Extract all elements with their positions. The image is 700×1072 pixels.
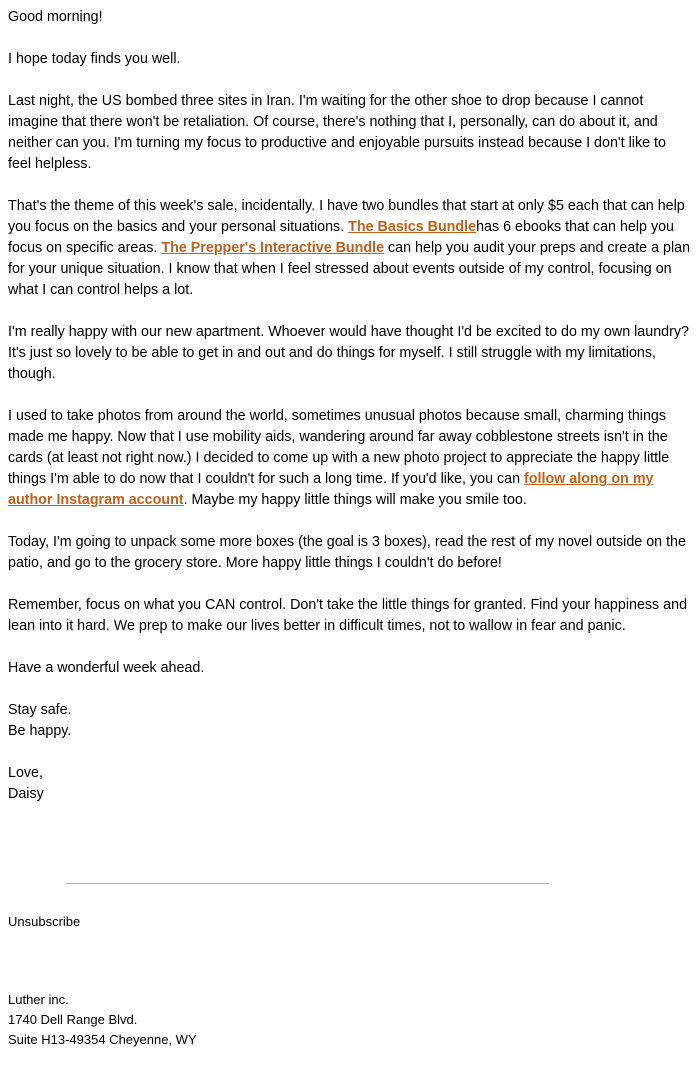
paragraph-5-text-2: . Maybe my happy little things will make you smile too. — [183, 492, 527, 508]
unsubscribe-link[interactable]: Unsubscribe — [8, 914, 81, 929]
address-line-2: Suite H13-49354 Cheyenne, WY — [8, 1032, 197, 1047]
paragraph-3-text-1: That's the theme of this week's sale, incidentally. I have two bundles that start at only $5 each that can help you focus on the basics and your personal situations. — [8, 198, 685, 235]
paragraph-2: Last night, the US bombed three sites in Iran. I'm waiting for the other shoe to drop because I cannot imagine that there won't be retaliation. Of course, there's nothing that I, personally, can do about it, and neither can you. I'm turning my focus to productive and enjoyable pursuits instead because I don't like to feel helpless. — [8, 93, 666, 172]
footer-divider — [66, 883, 549, 884]
footer-address — [8, 990, 197, 1050]
email-body — [8, 7, 692, 826]
address-line-1: 1740 Dell Range Blvd. — [8, 1012, 138, 1027]
preppers-interactive-bundle-link[interactable]: The Prepper's Interactive Bundle — [161, 240, 385, 256]
paragraph-5 — [8, 406, 692, 511]
paragraph-1: I hope today finds you well. — [8, 51, 181, 67]
signoff-line-2: Be happy. — [8, 723, 72, 739]
company-name: Luther inc. — [8, 992, 69, 1007]
closing-line: Love, — [8, 765, 43, 781]
paragraph-8: Have a wonderful week ahead. — [8, 660, 205, 676]
closing — [8, 763, 692, 805]
paragraph-3 — [8, 196, 692, 301]
paragraph-6: Today, I'm going to unpack some more boxes (the goal is 3 boxes), read the rest of my novel outside on the patio, and go to the grocery store. More happy little things I couldn't do before! — [8, 534, 686, 571]
paragraph-3-text-3: can help you audit your preps and create a plan for your unique situation. I know that when I feel stressed about events outside of my control, focusing on what I can control helps a lot. — [8, 240, 691, 298]
paragraph-3-text-2: has 6 ebooks that can help you focus on specific areas. — [8, 219, 674, 256]
paragraph-7: Remember, focus on what you CAN control. Don't take the little things for granted. Find your happiness and lean into it hard. We prep to make our lives better in difficult times, not to wallow in fear and panic. — [8, 597, 688, 634]
instagram-account-link[interactable]: follow along on my author Instagram account — [8, 471, 654, 508]
signature: Daisy — [8, 786, 44, 802]
signoff — [8, 700, 692, 742]
paragraph-4: I'm really happy with our new apartment. Whoever would have thought I'd be excited to do my own laundry? It's just so lovely to be able to get in and out and do things for myself. I still struggle with my limitations, though. — [8, 324, 689, 382]
signoff-line-1: Stay safe. — [8, 702, 72, 718]
greeting: Good morning! — [8, 9, 103, 25]
paragraph-5-text-1: I used to take photos from around the world, sometimes unusual photos because small, charming things made me happy. Now that I use mobility aids, wandering around far away cobblestone streets isn't in the cards (at least not right now.) I decided to come up with a new photo project to appreciate the happy little things I'm able to do now that I couldn't for such a long time. If you'd like, you can — [8, 408, 670, 487]
basics-bundle-link[interactable]: The Basics Bundle — [348, 219, 477, 235]
